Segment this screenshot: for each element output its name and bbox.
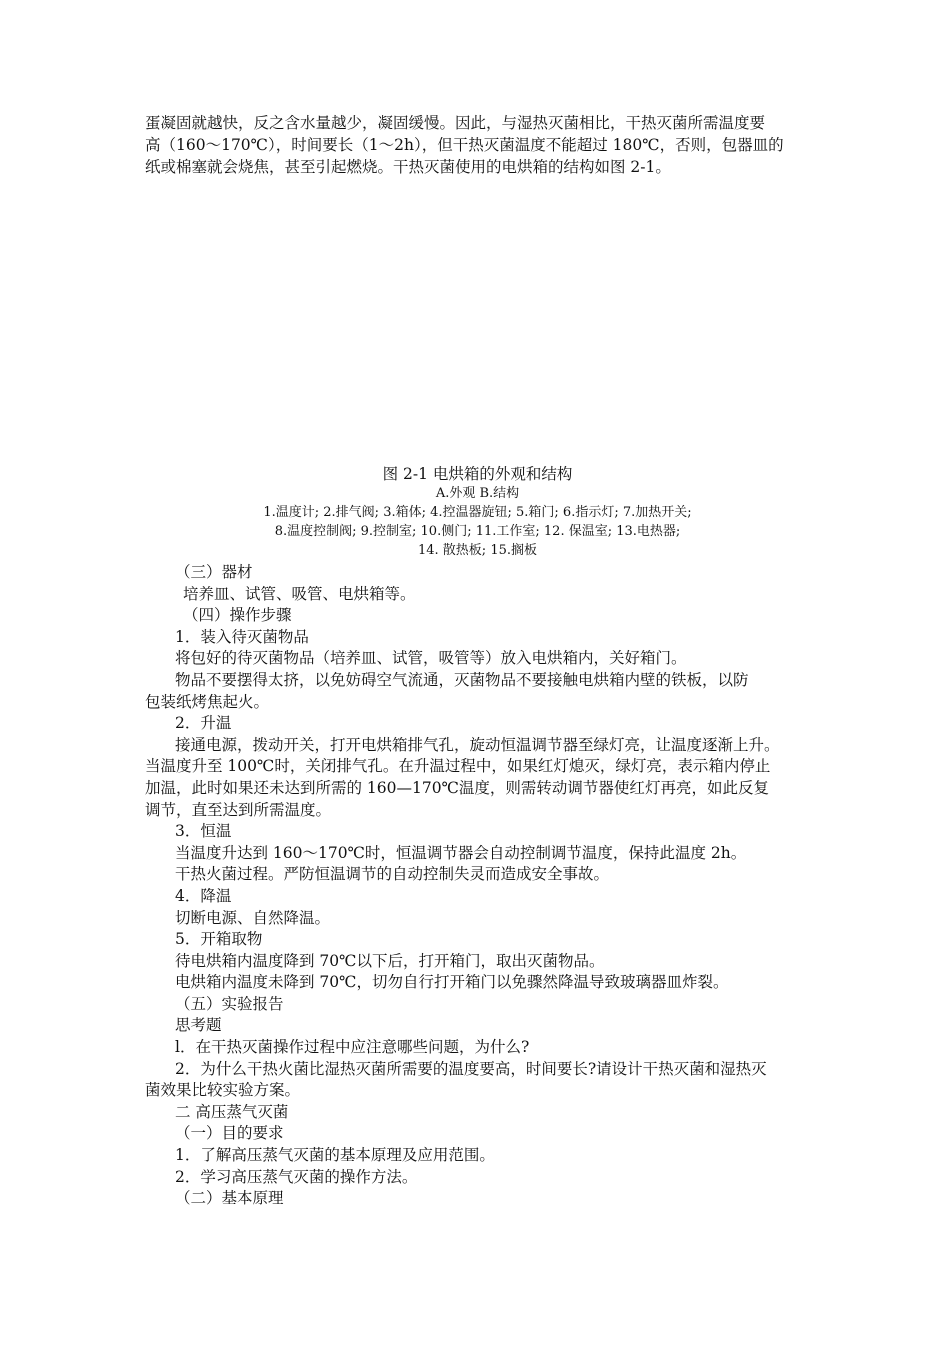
body-line: 思考题 — [175, 1016, 222, 1035]
figure-caption-title: 图 2-1 电烘箱的外观和结构 — [382, 465, 573, 483]
intro-line: 高（160～170℃），时间要长（1～2h），但干热灭菌温度不能超过 180℃，否则，包器皿的 — [145, 136, 784, 154]
body-line: 培养皿、试管、吸管、电烘箱等。 — [183, 584, 416, 603]
body-line: 3．恒温 — [175, 822, 232, 841]
body-line: 二 高压蒸气灭菌 — [175, 1102, 289, 1121]
body-line: 干热火菌过程。严防恒温调节的自动控制失灵而造成安全事故。 — [175, 865, 610, 884]
body-line: 2．升温 — [175, 714, 232, 733]
body-line: 4．降温 — [175, 886, 232, 905]
body-line: 待电烘箱内温度降到 70℃以下后，打开箱门，取出灭菌物品。 — [175, 951, 605, 970]
body-line: （四）操作步骤 — [183, 606, 292, 625]
figure-caption-legend: 14. 散热板; 15.搁板 — [418, 543, 537, 558]
body-line: 菌效果比较实验方案。 — [145, 1081, 301, 1100]
body-line: 1．装入待灭菌物品 — [175, 627, 309, 646]
body-line: （五）实验报告 — [175, 994, 284, 1013]
body-line: l．在干热灭菌操作过程中应注意哪些问题，为什么? — [175, 1038, 530, 1057]
body-line: 当温度升至 100℃时，关闭排气孔。在升温过程中，如果红灯熄灭，绿灯亮，表示箱内停止 — [145, 757, 771, 776]
figure-caption-legend: 1.温度计; 2.排气阀; 3.箱体; 4.控温器旋钮; 5.箱门; 6.指示灯; 7.加热开关; — [263, 505, 692, 520]
body-line: 电烘箱内温度未降到 70℃，切勿自行打开箱门以免骤然降温导致玻璃器皿炸裂。 — [175, 973, 729, 992]
intro-line: 纸或棉塞就会烧焦，甚至引起燃烧。干热灭菌使用的电烘箱的结构如图 2-1。 — [145, 158, 671, 176]
body-line: 1．了解高压蒸气灭菌的基本原理及应用范围。 — [175, 1146, 495, 1165]
body-line: 加温，此时如果还未达到所需的 160—170℃温度，则需转动调节器使红灯再亮，如此反复 — [145, 778, 769, 797]
body-line: 物品不要摆得太挤，以免妨碍空气流通，灭菌物品不要接触电烘箱内壁的铁板，以防 — [175, 670, 749, 689]
body-line: 2．为什么干热火菌比湿热灭菌所需要的温度要高，时间要长?请设计干热灭菌和湿热灭 — [175, 1059, 767, 1078]
body-line: （三）器材 — [175, 563, 253, 581]
body-line: 包装纸烤焦起火。 — [145, 692, 270, 711]
body-line: 当温度升达到 160～170℃时，恒温调节器会自动控制调节温度，保持此温度 2h。 — [175, 843, 747, 862]
figure-area — [145, 190, 810, 450]
body-line: 调节，直至达到所需温度。 — [145, 800, 332, 819]
body-line: （二）基本原理 — [175, 1189, 284, 1208]
body-line: 切断电源、自然降温。 — [175, 908, 331, 927]
figure-caption-sub: A.外观 B.结构 — [435, 486, 520, 501]
body-line: 将包好的待灭菌物品（培养皿、试管，吸管等）放入电烘箱内，关好箱门。 — [175, 649, 687, 668]
body-line: 2．学习高压蒸气灭菌的操作方法。 — [175, 1167, 418, 1186]
intro-line: 蛋凝固就越快，反之含水量越少，凝固缓慢。因此，与湿热灭菌相比，干热灭菌所需温度要 — [145, 114, 766, 132]
figure-caption-legend: 8.温度控制阀; 9.控制室; 10.侧门; 11.工作室; 12. 保温室; 13.电热器; — [274, 524, 681, 539]
intro-paragraph — [145, 112, 810, 178]
body-line: 接通电源，拨动开关，打开电烘箱排气孔，旋动恒温调节器至绿灯亮，让温度逐渐上升。 — [175, 735, 780, 754]
body-line: （一）目的要求 — [175, 1124, 284, 1143]
body-line: 5．开箱取物 — [175, 930, 263, 949]
body-text — [145, 562, 810, 1210]
